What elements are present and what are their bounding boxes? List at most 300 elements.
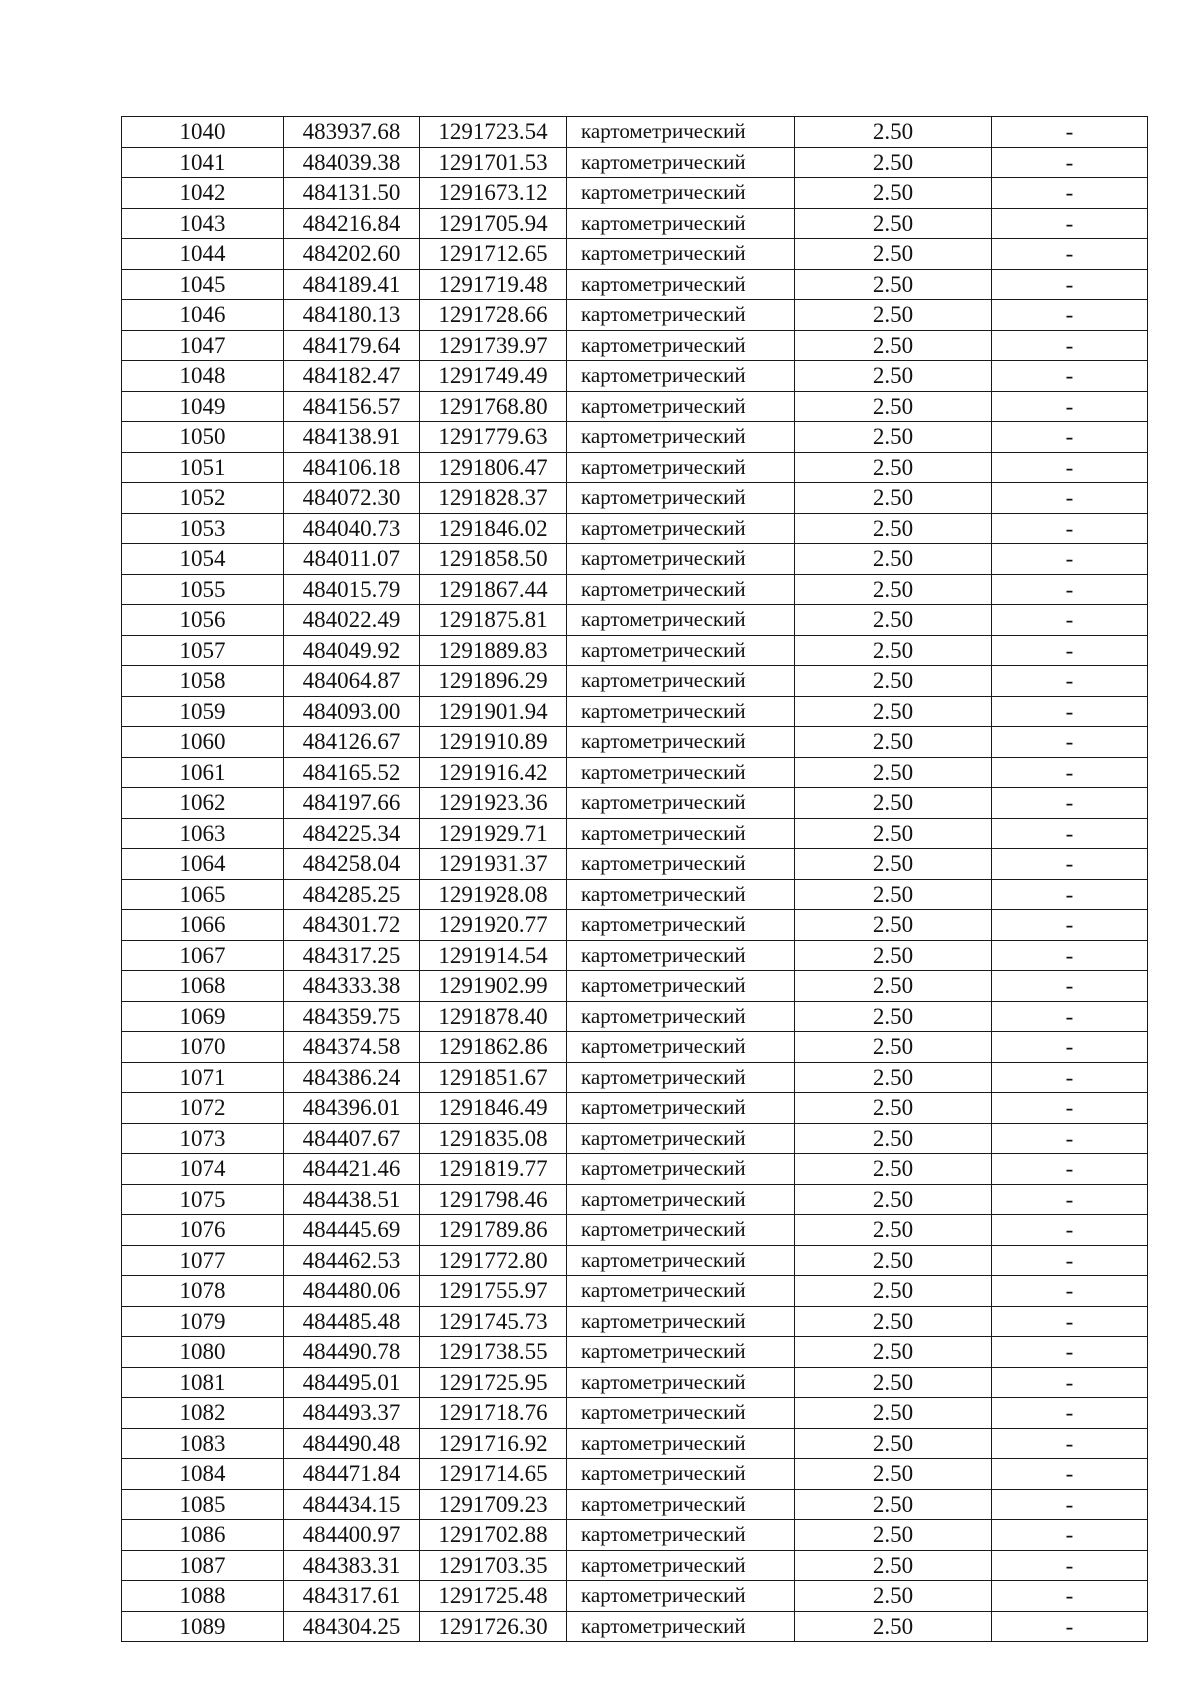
- point-number-cell: 1072: [122, 1093, 284, 1124]
- table-row: [122, 879, 1148, 910]
- description-cell: -: [992, 1032, 1148, 1063]
- y-coordinate-cell: 1291875.81: [420, 605, 567, 636]
- table-row: [122, 452, 1148, 483]
- description-cell: -: [992, 1001, 1148, 1032]
- method-cell: картометрический: [567, 971, 795, 1002]
- table-row: [122, 1032, 1148, 1063]
- y-coordinate-cell: 1291739.97: [420, 330, 567, 361]
- x-coordinate-cell: 484126.67: [284, 727, 420, 758]
- accuracy-cell: 2.50: [795, 788, 992, 819]
- description-cell: -: [992, 666, 1148, 697]
- x-coordinate-cell: 484015.79: [284, 574, 420, 605]
- table-row: [122, 1550, 1148, 1581]
- x-coordinate-cell: 484374.58: [284, 1032, 420, 1063]
- point-number-cell: 1054: [122, 544, 284, 575]
- x-coordinate-cell: 484301.72: [284, 910, 420, 941]
- accuracy-cell: 2.50: [795, 117, 992, 148]
- point-number-cell: 1052: [122, 483, 284, 514]
- method-cell: картометрический: [567, 361, 795, 392]
- y-coordinate-cell: 1291719.48: [420, 269, 567, 300]
- method-cell: картометрический: [567, 1459, 795, 1490]
- point-number-cell: 1085: [122, 1489, 284, 1520]
- accuracy-cell: 2.50: [795, 971, 992, 1002]
- method-cell: картометрический: [567, 300, 795, 331]
- x-coordinate-cell: 484407.67: [284, 1123, 420, 1154]
- table-row: [122, 1611, 1148, 1642]
- accuracy-cell: 2.50: [795, 1215, 992, 1246]
- point-number-cell: 1076: [122, 1215, 284, 1246]
- coordinates-table-body: [122, 117, 1148, 1642]
- accuracy-cell: 2.50: [795, 1520, 992, 1551]
- y-coordinate-cell: 1291716.92: [420, 1428, 567, 1459]
- method-cell: картометрический: [567, 879, 795, 910]
- method-cell: картометрический: [567, 147, 795, 178]
- x-coordinate-cell: 484093.00: [284, 696, 420, 727]
- y-coordinate-cell: 1291703.35: [420, 1550, 567, 1581]
- description-cell: -: [992, 1489, 1148, 1520]
- x-coordinate-cell: 484421.46: [284, 1154, 420, 1185]
- description-cell: -: [992, 300, 1148, 331]
- x-coordinate-cell: 484072.30: [284, 483, 420, 514]
- table-row: [122, 300, 1148, 331]
- description-cell: -: [992, 178, 1148, 209]
- accuracy-cell: 2.50: [795, 452, 992, 483]
- y-coordinate-cell: 1291712.65: [420, 239, 567, 270]
- method-cell: картометрический: [567, 1245, 795, 1276]
- point-number-cell: 1056: [122, 605, 284, 636]
- point-number-cell: 1070: [122, 1032, 284, 1063]
- table-row: [122, 1215, 1148, 1246]
- table-row: [122, 1367, 1148, 1398]
- y-coordinate-cell: 1291920.77: [420, 910, 567, 941]
- table-row: [122, 1154, 1148, 1185]
- point-number-cell: 1083: [122, 1428, 284, 1459]
- y-coordinate-cell: 1291705.94: [420, 208, 567, 239]
- description-cell: -: [992, 1184, 1148, 1215]
- method-cell: картометрический: [567, 422, 795, 453]
- point-number-cell: 1081: [122, 1367, 284, 1398]
- description-cell: -: [992, 330, 1148, 361]
- point-number-cell: 1053: [122, 513, 284, 544]
- accuracy-cell: 2.50: [795, 1093, 992, 1124]
- description-cell: -: [992, 483, 1148, 514]
- method-cell: картометрический: [567, 1184, 795, 1215]
- accuracy-cell: 2.50: [795, 1123, 992, 1154]
- point-number-cell: 1048: [122, 361, 284, 392]
- table-row: [122, 208, 1148, 239]
- accuracy-cell: 2.50: [795, 513, 992, 544]
- method-cell: картометрический: [567, 788, 795, 819]
- description-cell: -: [992, 1428, 1148, 1459]
- table-row: [122, 1520, 1148, 1551]
- description-cell: -: [992, 544, 1148, 575]
- x-coordinate-cell: 484304.25: [284, 1611, 420, 1642]
- method-cell: картометрический: [567, 849, 795, 880]
- accuracy-cell: 2.50: [795, 879, 992, 910]
- coordinates-table: [121, 116, 1148, 1642]
- y-coordinate-cell: 1291916.42: [420, 757, 567, 788]
- point-number-cell: 1069: [122, 1001, 284, 1032]
- description-cell: -: [992, 1367, 1148, 1398]
- y-coordinate-cell: 1291726.30: [420, 1611, 567, 1642]
- x-coordinate-cell: 484189.41: [284, 269, 420, 300]
- x-coordinate-cell: 484180.13: [284, 300, 420, 331]
- accuracy-cell: 2.50: [795, 239, 992, 270]
- x-coordinate-cell: 484317.61: [284, 1581, 420, 1612]
- accuracy-cell: 2.50: [795, 1001, 992, 1032]
- y-coordinate-cell: 1291806.47: [420, 452, 567, 483]
- x-coordinate-cell: 484131.50: [284, 178, 420, 209]
- accuracy-cell: 2.50: [795, 635, 992, 666]
- description-cell: -: [992, 1245, 1148, 1276]
- y-coordinate-cell: 1291931.37: [420, 849, 567, 880]
- point-number-cell: 1088: [122, 1581, 284, 1612]
- y-coordinate-cell: 1291923.36: [420, 788, 567, 819]
- table-row: [122, 1459, 1148, 1490]
- accuracy-cell: 2.50: [795, 727, 992, 758]
- x-coordinate-cell: 484333.38: [284, 971, 420, 1002]
- method-cell: картометрический: [567, 1215, 795, 1246]
- accuracy-cell: 2.50: [795, 544, 992, 575]
- y-coordinate-cell: 1291929.71: [420, 818, 567, 849]
- method-cell: картометрический: [567, 1032, 795, 1063]
- point-number-cell: 1084: [122, 1459, 284, 1490]
- method-cell: картометрический: [567, 605, 795, 636]
- point-number-cell: 1045: [122, 269, 284, 300]
- description-cell: -: [992, 849, 1148, 880]
- x-coordinate-cell: 484179.64: [284, 330, 420, 361]
- y-coordinate-cell: 1291889.83: [420, 635, 567, 666]
- method-cell: картометрический: [567, 513, 795, 544]
- table-row: [122, 1428, 1148, 1459]
- method-cell: картометрический: [567, 1611, 795, 1642]
- point-number-cell: 1043: [122, 208, 284, 239]
- accuracy-cell: 2.50: [795, 1337, 992, 1368]
- method-cell: картометрический: [567, 1398, 795, 1429]
- x-coordinate-cell: 484040.73: [284, 513, 420, 544]
- accuracy-cell: 2.50: [795, 1398, 992, 1429]
- table-row: [122, 696, 1148, 727]
- y-coordinate-cell: 1291768.80: [420, 391, 567, 422]
- table-row: [122, 330, 1148, 361]
- description-cell: -: [992, 269, 1148, 300]
- y-coordinate-cell: 1291745.73: [420, 1306, 567, 1337]
- description-cell: -: [992, 1611, 1148, 1642]
- method-cell: картометрический: [567, 544, 795, 575]
- accuracy-cell: 2.50: [795, 483, 992, 514]
- description-cell: -: [992, 1550, 1148, 1581]
- description-cell: -: [992, 1520, 1148, 1551]
- x-coordinate-cell: 484225.34: [284, 818, 420, 849]
- accuracy-cell: 2.50: [795, 1459, 992, 1490]
- point-number-cell: 1064: [122, 849, 284, 880]
- point-number-cell: 1061: [122, 757, 284, 788]
- y-coordinate-cell: 1291789.86: [420, 1215, 567, 1246]
- y-coordinate-cell: 1291702.88: [420, 1520, 567, 1551]
- method-cell: картометрический: [567, 239, 795, 270]
- table-row: [122, 422, 1148, 453]
- x-coordinate-cell: 484480.06: [284, 1276, 420, 1307]
- accuracy-cell: 2.50: [795, 1428, 992, 1459]
- x-coordinate-cell: 484165.52: [284, 757, 420, 788]
- description-cell: -: [992, 940, 1148, 971]
- table-row: [122, 1337, 1148, 1368]
- point-number-cell: 1077: [122, 1245, 284, 1276]
- accuracy-cell: 2.50: [795, 1581, 992, 1612]
- description-cell: -: [992, 1459, 1148, 1490]
- table-row: [122, 1245, 1148, 1276]
- y-coordinate-cell: 1291902.99: [420, 971, 567, 1002]
- description-cell: -: [992, 239, 1148, 270]
- point-number-cell: 1059: [122, 696, 284, 727]
- point-number-cell: 1046: [122, 300, 284, 331]
- table-row: [122, 513, 1148, 544]
- accuracy-cell: 2.50: [795, 1367, 992, 1398]
- x-coordinate-cell: 484258.04: [284, 849, 420, 880]
- y-coordinate-cell: 1291910.89: [420, 727, 567, 758]
- table-row: [122, 269, 1148, 300]
- table-row: [122, 544, 1148, 575]
- y-coordinate-cell: 1291928.08: [420, 879, 567, 910]
- table-row: [122, 971, 1148, 1002]
- y-coordinate-cell: 1291714.65: [420, 1459, 567, 1490]
- description-cell: -: [992, 1337, 1148, 1368]
- point-number-cell: 1063: [122, 818, 284, 849]
- point-number-cell: 1087: [122, 1550, 284, 1581]
- y-coordinate-cell: 1291867.44: [420, 574, 567, 605]
- method-cell: картометрический: [567, 330, 795, 361]
- x-coordinate-cell: 484049.92: [284, 635, 420, 666]
- accuracy-cell: 2.50: [795, 940, 992, 971]
- y-coordinate-cell: 1291835.08: [420, 1123, 567, 1154]
- description-cell: -: [992, 574, 1148, 605]
- accuracy-cell: 2.50: [795, 1611, 992, 1642]
- y-coordinate-cell: 1291896.29: [420, 666, 567, 697]
- x-coordinate-cell: 484216.84: [284, 208, 420, 239]
- method-cell: картометрический: [567, 940, 795, 971]
- description-cell: -: [992, 1215, 1148, 1246]
- table-row: [122, 1001, 1148, 1032]
- x-coordinate-cell: 483937.68: [284, 117, 420, 148]
- point-number-cell: 1073: [122, 1123, 284, 1154]
- point-number-cell: 1062: [122, 788, 284, 819]
- description-cell: -: [992, 696, 1148, 727]
- x-coordinate-cell: 484471.84: [284, 1459, 420, 1490]
- x-coordinate-cell: 484495.01: [284, 1367, 420, 1398]
- description-cell: -: [992, 452, 1148, 483]
- y-coordinate-cell: 1291738.55: [420, 1337, 567, 1368]
- y-coordinate-cell: 1291725.95: [420, 1367, 567, 1398]
- accuracy-cell: 2.50: [795, 757, 992, 788]
- y-coordinate-cell: 1291828.37: [420, 483, 567, 514]
- point-number-cell: 1060: [122, 727, 284, 758]
- description-cell: -: [992, 1276, 1148, 1307]
- description-cell: -: [992, 1123, 1148, 1154]
- x-coordinate-cell: 484197.66: [284, 788, 420, 819]
- x-coordinate-cell: 484386.24: [284, 1062, 420, 1093]
- y-coordinate-cell: 1291701.53: [420, 147, 567, 178]
- method-cell: картометрический: [567, 117, 795, 148]
- table-row: [122, 1306, 1148, 1337]
- description-cell: -: [992, 1062, 1148, 1093]
- point-number-cell: 1057: [122, 635, 284, 666]
- table-row: [122, 483, 1148, 514]
- table-row: [122, 666, 1148, 697]
- point-number-cell: 1089: [122, 1611, 284, 1642]
- method-cell: картометрический: [567, 1489, 795, 1520]
- x-coordinate-cell: 484400.97: [284, 1520, 420, 1551]
- accuracy-cell: 2.50: [795, 849, 992, 880]
- method-cell: картометрический: [567, 727, 795, 758]
- accuracy-cell: 2.50: [795, 330, 992, 361]
- y-coordinate-cell: 1291878.40: [420, 1001, 567, 1032]
- x-coordinate-cell: 484317.25: [284, 940, 420, 971]
- method-cell: картометрический: [567, 818, 795, 849]
- y-coordinate-cell: 1291772.80: [420, 1245, 567, 1276]
- point-number-cell: 1058: [122, 666, 284, 697]
- table-row: [122, 818, 1148, 849]
- point-number-cell: 1078: [122, 1276, 284, 1307]
- accuracy-cell: 2.50: [795, 1276, 992, 1307]
- accuracy-cell: 2.50: [795, 1245, 992, 1276]
- x-coordinate-cell: 484039.38: [284, 147, 420, 178]
- method-cell: картометрический: [567, 269, 795, 300]
- y-coordinate-cell: 1291725.48: [420, 1581, 567, 1612]
- y-coordinate-cell: 1291673.12: [420, 178, 567, 209]
- y-coordinate-cell: 1291798.46: [420, 1184, 567, 1215]
- accuracy-cell: 2.50: [795, 1489, 992, 1520]
- point-number-cell: 1068: [122, 971, 284, 1002]
- description-cell: -: [992, 513, 1148, 544]
- accuracy-cell: 2.50: [795, 1306, 992, 1337]
- table-row: [122, 391, 1148, 422]
- y-coordinate-cell: 1291846.02: [420, 513, 567, 544]
- x-coordinate-cell: 484485.48: [284, 1306, 420, 1337]
- description-cell: -: [992, 605, 1148, 636]
- accuracy-cell: 2.50: [795, 666, 992, 697]
- table-row: [122, 940, 1148, 971]
- accuracy-cell: 2.50: [795, 1550, 992, 1581]
- y-coordinate-cell: 1291901.94: [420, 696, 567, 727]
- point-number-cell: 1080: [122, 1337, 284, 1368]
- point-number-cell: 1066: [122, 910, 284, 941]
- method-cell: картометрический: [567, 208, 795, 239]
- x-coordinate-cell: 484396.01: [284, 1093, 420, 1124]
- point-number-cell: 1051: [122, 452, 284, 483]
- table-row: [122, 605, 1148, 636]
- table-row: [122, 117, 1148, 148]
- table-row: [122, 178, 1148, 209]
- x-coordinate-cell: 484022.49: [284, 605, 420, 636]
- y-coordinate-cell: 1291755.97: [420, 1276, 567, 1307]
- x-coordinate-cell: 484445.69: [284, 1215, 420, 1246]
- method-cell: картометрический: [567, 1428, 795, 1459]
- table-row: [122, 1489, 1148, 1520]
- point-number-cell: 1042: [122, 178, 284, 209]
- point-number-cell: 1041: [122, 147, 284, 178]
- point-number-cell: 1086: [122, 1520, 284, 1551]
- method-cell: картометрический: [567, 483, 795, 514]
- y-coordinate-cell: 1291862.86: [420, 1032, 567, 1063]
- description-cell: -: [992, 391, 1148, 422]
- method-cell: картометрический: [567, 1001, 795, 1032]
- description-cell: -: [992, 879, 1148, 910]
- point-number-cell: 1047: [122, 330, 284, 361]
- x-coordinate-cell: 484285.25: [284, 879, 420, 910]
- method-cell: картометрический: [567, 574, 795, 605]
- description-cell: -: [992, 1581, 1148, 1612]
- x-coordinate-cell: 484106.18: [284, 452, 420, 483]
- table-row: [122, 361, 1148, 392]
- method-cell: картометрический: [567, 757, 795, 788]
- point-number-cell: 1050: [122, 422, 284, 453]
- table-row: [122, 1062, 1148, 1093]
- x-coordinate-cell: 484383.31: [284, 1550, 420, 1581]
- point-number-cell: 1040: [122, 117, 284, 148]
- method-cell: картометрический: [567, 1276, 795, 1307]
- y-coordinate-cell: 1291723.54: [420, 117, 567, 148]
- accuracy-cell: 2.50: [795, 1032, 992, 1063]
- x-coordinate-cell: 484138.91: [284, 422, 420, 453]
- description-cell: -: [992, 361, 1148, 392]
- method-cell: картометрический: [567, 666, 795, 697]
- accuracy-cell: 2.50: [795, 818, 992, 849]
- description-cell: -: [992, 757, 1148, 788]
- accuracy-cell: 2.50: [795, 1062, 992, 1093]
- table-row: [122, 574, 1148, 605]
- method-cell: картометрический: [567, 1062, 795, 1093]
- y-coordinate-cell: 1291819.77: [420, 1154, 567, 1185]
- accuracy-cell: 2.50: [795, 391, 992, 422]
- description-cell: -: [992, 1398, 1148, 1429]
- accuracy-cell: 2.50: [795, 300, 992, 331]
- accuracy-cell: 2.50: [795, 574, 992, 605]
- description-cell: -: [992, 1093, 1148, 1124]
- method-cell: картометрический: [567, 391, 795, 422]
- description-cell: -: [992, 788, 1148, 819]
- accuracy-cell: 2.50: [795, 422, 992, 453]
- description-cell: -: [992, 1154, 1148, 1185]
- y-coordinate-cell: 1291851.67: [420, 1062, 567, 1093]
- description-cell: -: [992, 971, 1148, 1002]
- method-cell: картометрический: [567, 696, 795, 727]
- y-coordinate-cell: 1291749.49: [420, 361, 567, 392]
- table-row: [122, 1398, 1148, 1429]
- table-row: [122, 1581, 1148, 1612]
- method-cell: картометрический: [567, 1093, 795, 1124]
- method-cell: картометрический: [567, 1550, 795, 1581]
- accuracy-cell: 2.50: [795, 269, 992, 300]
- method-cell: картометрический: [567, 452, 795, 483]
- point-number-cell: 1067: [122, 940, 284, 971]
- table-row: [122, 757, 1148, 788]
- x-coordinate-cell: 484156.57: [284, 391, 420, 422]
- point-number-cell: 1071: [122, 1062, 284, 1093]
- y-coordinate-cell: 1291779.63: [420, 422, 567, 453]
- x-coordinate-cell: 484434.15: [284, 1489, 420, 1520]
- method-cell: картометрический: [567, 1520, 795, 1551]
- description-cell: -: [992, 117, 1148, 148]
- y-coordinate-cell: 1291709.23: [420, 1489, 567, 1520]
- table-row: [122, 788, 1148, 819]
- x-coordinate-cell: 484438.51: [284, 1184, 420, 1215]
- x-coordinate-cell: 484493.37: [284, 1398, 420, 1429]
- table-row: [122, 910, 1148, 941]
- description-cell: -: [992, 208, 1148, 239]
- description-cell: -: [992, 635, 1148, 666]
- y-coordinate-cell: 1291718.76: [420, 1398, 567, 1429]
- accuracy-cell: 2.50: [795, 910, 992, 941]
